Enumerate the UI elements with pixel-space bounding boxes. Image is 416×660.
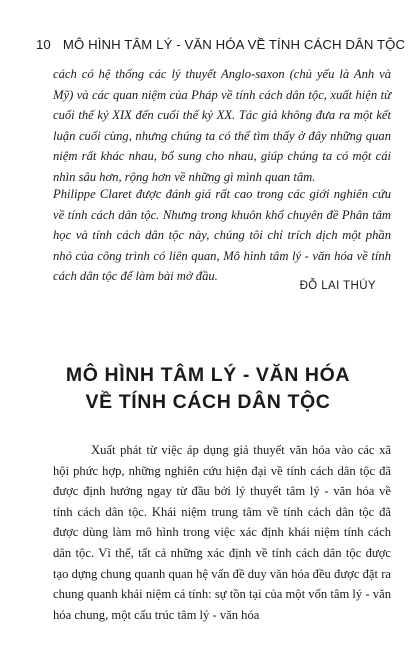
- chapter-body-block: [53, 440, 391, 625]
- preface-claret-block: [53, 184, 391, 287]
- chapter-body-paragraph: Xuất phát từ việc áp dụng giả thuyết văn hóa vào các xã hội phức hợp, những nghiên cứu hiện đại về tính cách dân tộc đã được định hướng ngay từ đầu bởi lý thuyết tâm lý - văn hóa về tính cách dân tộc. Khái niệm trung tâm về tính cách dân tộc đã được dùng làm mô hình trong việc xác định khái niệm tính cách dân tộc. Vì thế, tất cả những xác định về tính cách dân tộc được tạo dựng chung quanh quan hệ vấn đề duy văn hóa đều được đặt ra chung quanh khái niệm cá tính: sự tồn tại của một vốn tâm lý - văn hóa chung, một cấu trúc tâm lý - văn hóa: [53, 443, 391, 622]
- chapter-title: [30, 362, 386, 416]
- preface-continuation-block: [53, 64, 391, 188]
- translator-signature: ĐỖ LAI THÚY: [299, 280, 376, 292]
- preface-claret-paragraph: Philippe Claret được đánh giá rất cao trong các giới nghiên cứu về tính cách dân tộc. Nhưng trong khuôn khổ chuyên đề Phân tâm học và tính cách dân tộc này, chúng tôi chỉ trích dịch một phần nhỏ của công trình có liên quan, Mô hình tâm lý - văn hóa về tính cách dân tộc để làm bài mở đầu.: [53, 187, 391, 284]
- chapter-title-line-2: VỀ TÍNH CÁCH DÂN TỘC: [85, 391, 331, 413]
- running-title: MÔ HÌNH TÂM LÝ - VĂN HÓA VỀ TÍNH CÁCH DÂN TỘC: [62, 36, 406, 52]
- chapter-title-line-1: MÔ HÌNH TÂM LÝ - VĂN HÓA: [65, 364, 351, 386]
- preface-continuation-paragraph: cách có hệ thống các lý thuyết Anglo-saxon (chủ yếu là Anh và Mỹ) và các quan niệm của Pháp về tính cách dân tộc, xuất hiện từ cuối thế kỷ XIX đến cuối thế kỷ XX. Tác giả không đưa ra một kết luận cuối cùng, nhưng chúng ta có thể tìm thấy ở đây những quan niệm rất khác nhau, bổ sung cho nhau, giúp chúng ta có một cái nhìn sâu hơn, rộng hơn về những gì mình quan tâm.: [53, 67, 391, 184]
- running-header: [36, 36, 406, 52]
- page-number: 10: [36, 36, 51, 52]
